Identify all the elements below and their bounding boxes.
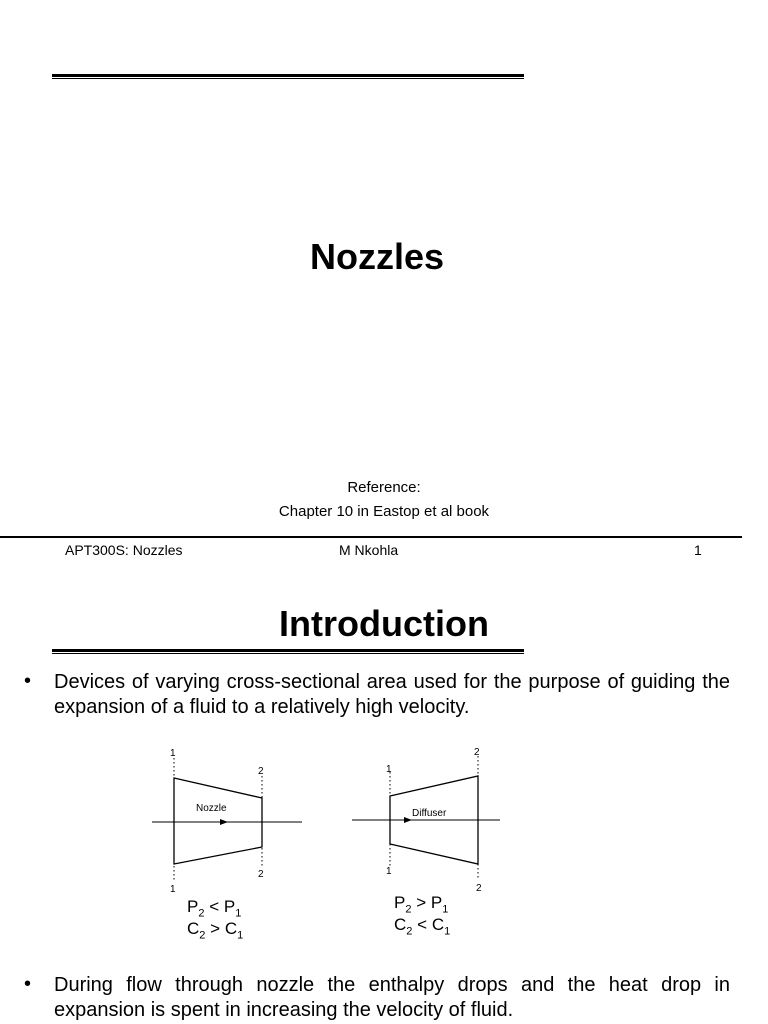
top-rule: [52, 74, 524, 79]
bullet-marker: •: [24, 973, 32, 995]
reference-text: Chapter 10 in Eastop et al book: [278, 503, 490, 520]
nozzle-outlet-top-number: 2: [258, 766, 264, 777]
diffuser-diagram: [348, 742, 508, 892]
nozzle-inlet-bottom-number: 1: [170, 884, 176, 894]
bullet-text: Devices of varying cross-sectional area used for the purpose of guiding the expansion of a fluid to a relatively high velocity.: [54, 671, 730, 718]
title-underline: [52, 649, 524, 654]
footer-author: M Nkohla: [339, 542, 399, 558]
diffuser-inlet-top-number: 1: [386, 764, 392, 775]
section-title: Introduction: [279, 603, 489, 644]
nozzle-inlet-top-number: 1: [170, 748, 176, 759]
diffuser-outlet-top-number: 2: [474, 747, 480, 758]
footer-rule: [0, 536, 742, 538]
nozzle-diagram: [148, 744, 308, 894]
nozzle-outlet-bottom-number: 2: [258, 869, 264, 880]
diffuser-velocity-relation: $C_2 < C_1$: [394, 915, 451, 938]
reference-label: Reference:: [347, 479, 421, 496]
diffuser-pressure-relation: $P_2 > P_1$: [394, 893, 449, 916]
page-title: Nozzles: [309, 236, 445, 277]
flow-arrow-icon: [220, 819, 228, 825]
diffuser-inlet-bottom-number: 1: [386, 866, 392, 877]
bullet-text: During flow through nozzle the enthalpy drops and the heat drop in expansion is spent in increasing the velocity of fluid.: [54, 974, 730, 1021]
nozzle-shape: [174, 778, 262, 864]
nozzle-velocity-relation: $C_2 > C_1$: [187, 919, 244, 942]
bullet-marker: •: [24, 670, 32, 692]
page-number: 1: [694, 542, 702, 558]
footer-course: APT300S: Nozzles: [65, 542, 183, 558]
flow-arrow-icon: [404, 817, 412, 823]
nozzle-pressure-relation: $P_2 < P_1$: [187, 897, 242, 920]
diffuser-outlet-bottom-number: 2: [476, 883, 482, 892]
diffuser-label: Diffuser: [412, 808, 447, 819]
nozzle-label: Nozzle: [196, 803, 227, 814]
